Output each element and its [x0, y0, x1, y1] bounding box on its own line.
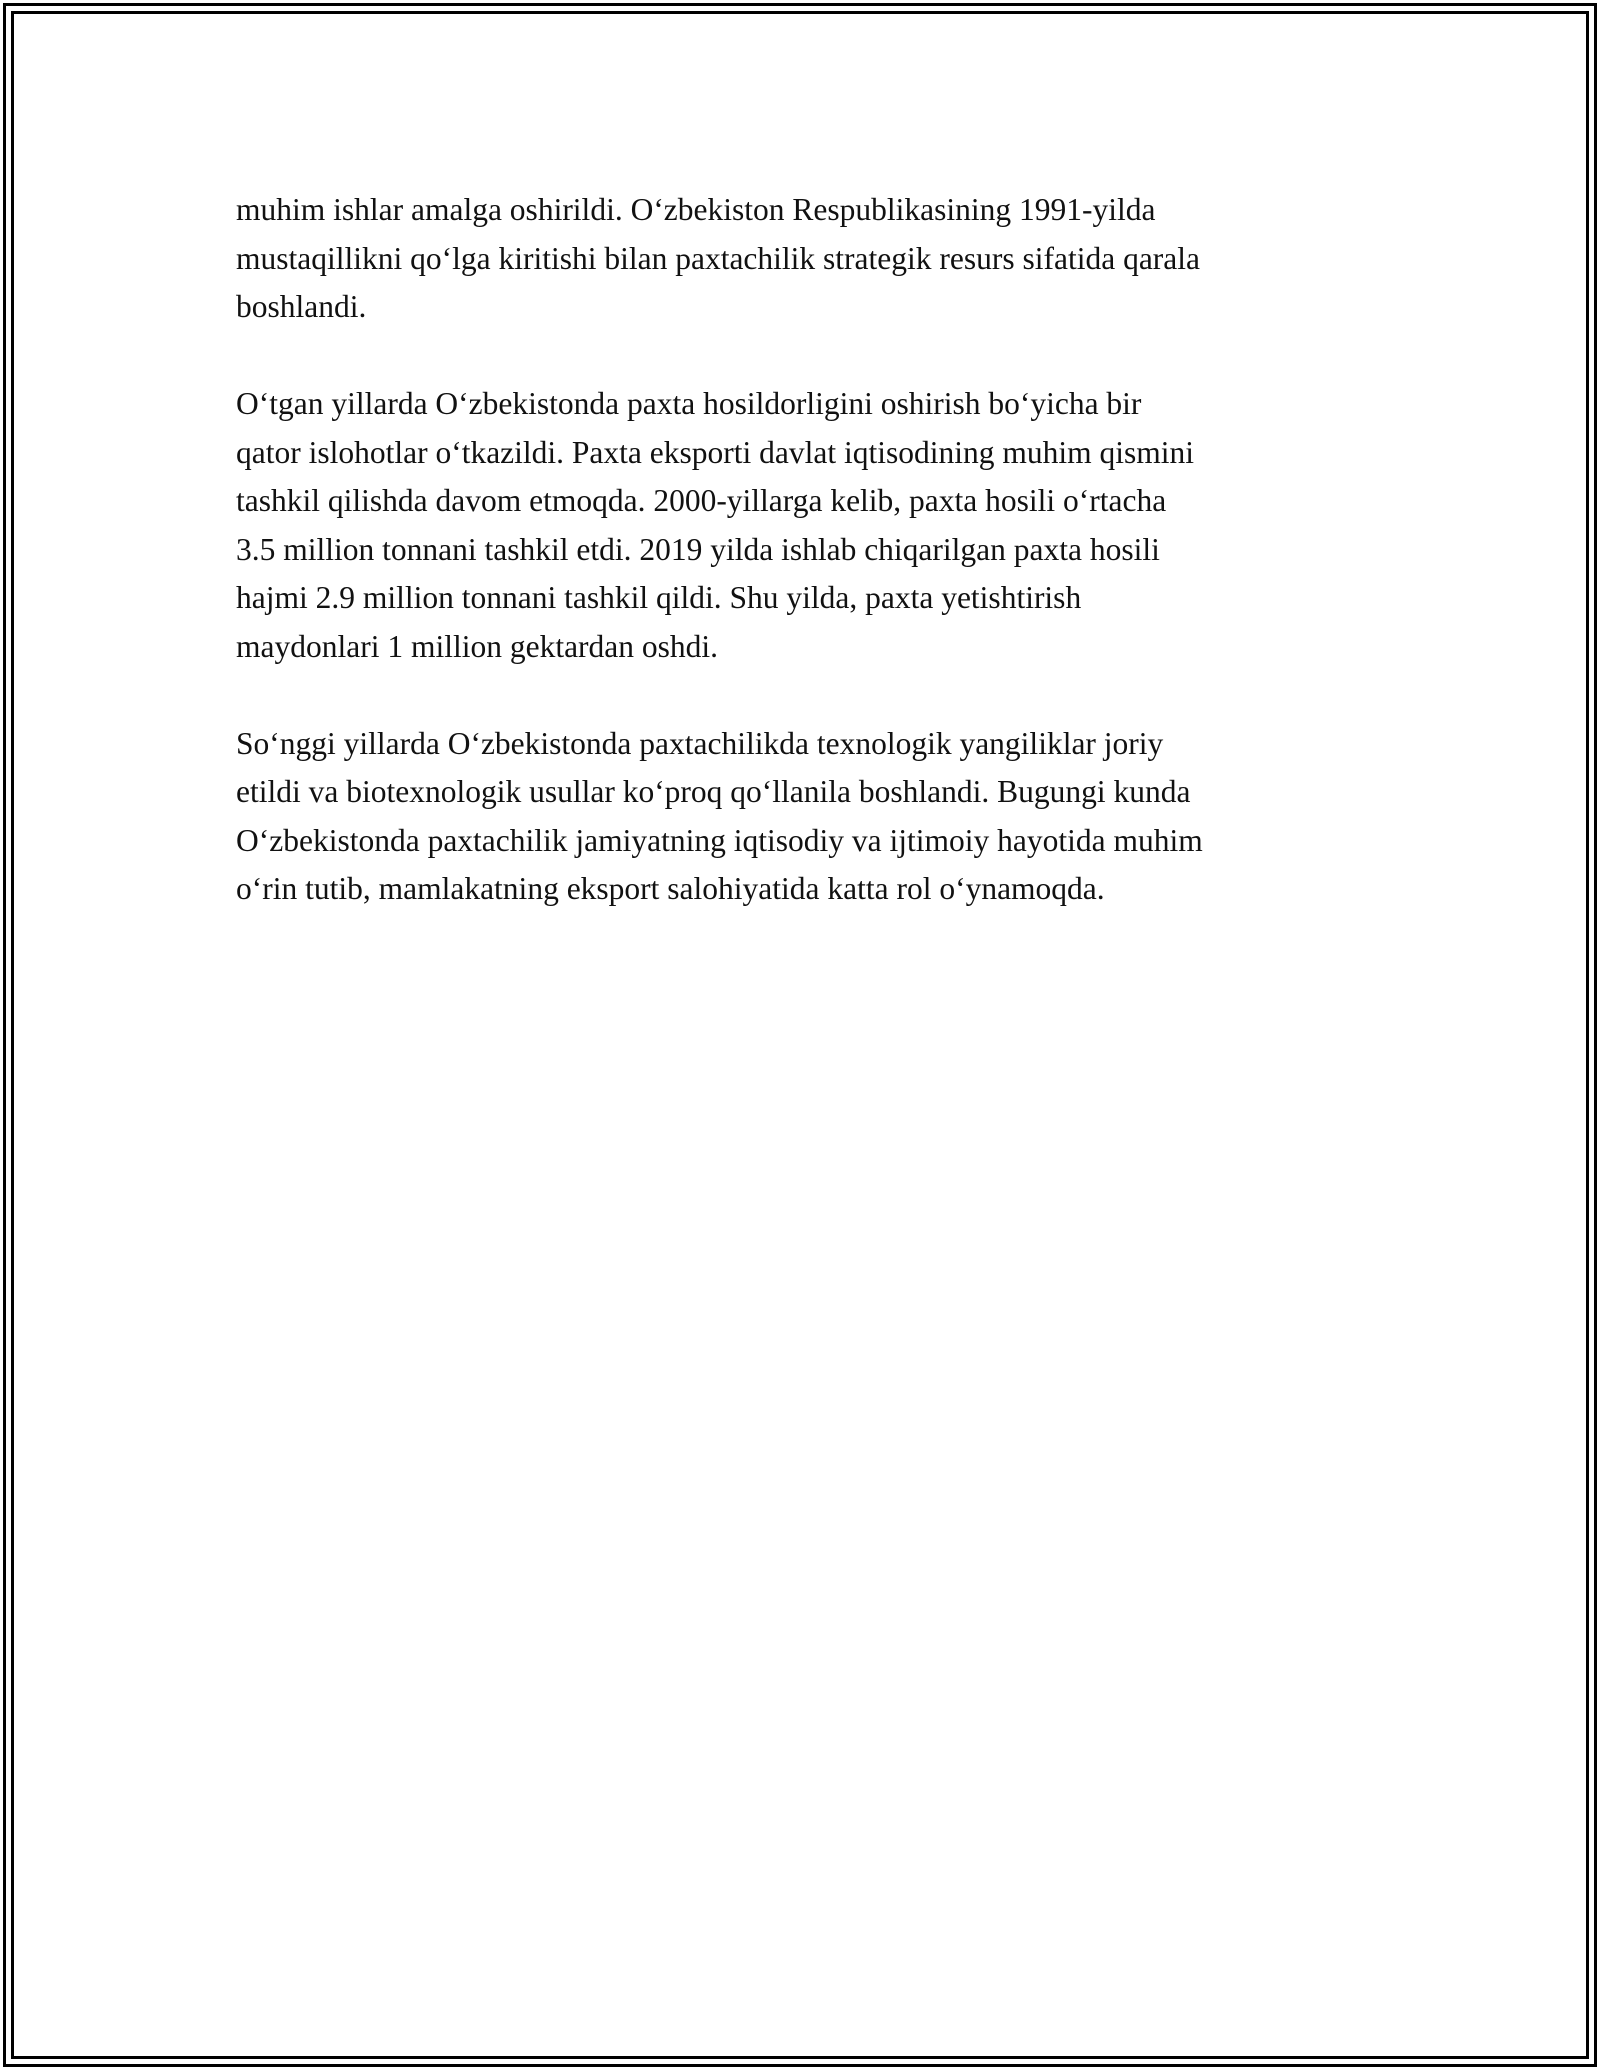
document-body — [236, 186, 1396, 962]
paragraph-3: So‘nggi yillarda O‘zbekistonda paxtachilikda texnologik yangiliklar joriy etildi va biotexnologik usullar ko‘proq qo‘llanila boshlandi. Bugungi kunda O‘zbekistonda paxtachilik jamiyatning iqtisodiy va ijtimoiy hayotida muhim o‘rin tutib, mamlakatning eksport salohiyatida katta rol o‘ynamoqda. — [236, 725, 1203, 906]
paragraph-1: muhim ishlar amalga oshirildi. O‘zbekiston Respublikasining 1991-yilda mustaqillikni qo‘lga kiritishi bilan paxtachilik strategik resurs sifatida qarala boshlandi. — [236, 192, 1201, 324]
paragraph-2: O‘tgan yillarda O‘zbekistonda paxta hosildorligini oshirish bo‘yicha bir qator islohotlar o‘tkazildi. Paxta eksporti davlat iqtisodining muhim qismini tashkil qilishda davom etmoqda. 2000-yillarga kelib, paxta hosili o‘rtacha 3.5 million tonnani tashkil etdi. 2019 yilda ishlab chiqarilgan paxta hosili hajmi 2.9 million tonnani tashkil qildi. Shu yilda, paxta yetishtirish maydonlari 1 million gektardan oshdi. — [236, 386, 1195, 664]
